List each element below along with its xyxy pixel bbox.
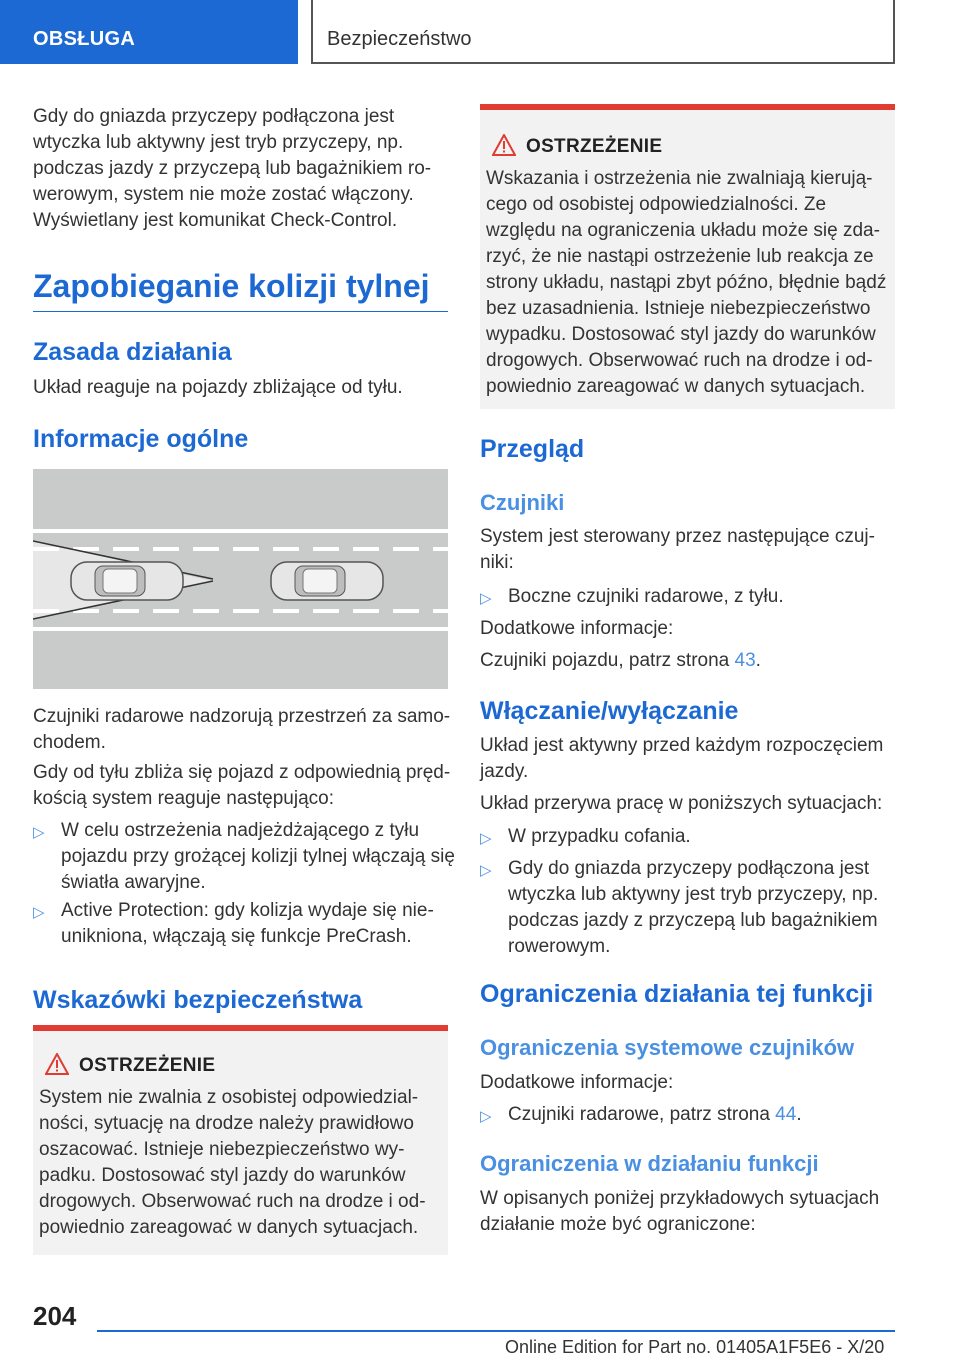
page-link-44[interactable]: 44 (775, 1104, 797, 1125)
warning-line: bez uzasadnienia. Istnieje niebezpieczeństwo (486, 298, 871, 319)
func-limits-text-1: W opisanych poniżej przykładowych sytuacjach (480, 1188, 880, 1209)
warning-line: oszacować. Istnieje niebezpieczeństwo wy- (39, 1139, 405, 1160)
interrupt-bullet-2-line-4: rowerowym. (508, 936, 611, 957)
approach-line-2: kością system reaguje następująco: (33, 788, 334, 809)
switch-text-1: Układ jest aktywny przed każdym rozpoczęciem (480, 735, 884, 756)
warning-triangle-icon (45, 1053, 69, 1075)
title-rule (33, 311, 448, 312)
warning-line: względu na ograniczenia układu może się zda- (486, 220, 880, 241)
interrupt-text: Układ przerywa pracę w poniższych sytuacjach: (480, 793, 883, 814)
interrupt-bullet-2-line-3: podczas jazdy z przyczepą lub bagażnikiem (508, 910, 878, 931)
switch-heading: Włączanie/wyłączanie (480, 697, 739, 725)
page-title: Zapobieganie kolizji tylnej (33, 268, 430, 304)
warning-line: Wskazania i ostrzeżenia nie zwalniają kierują- (486, 168, 873, 189)
warning-line: rzyć, że nie nastąpi ostrzeżenie lub reakcja ze (486, 246, 874, 267)
edition-note: Online Edition for Part no. 01405A1F5E6 - X/20 (505, 1337, 885, 1357)
sys-limits-heading: Ograniczenia systemowe czujników (480, 1035, 855, 1060)
bullet-marker: ▷ (480, 1108, 492, 1125)
overview-heading: Przegląd (480, 435, 585, 463)
sensors-heading: Czujniki (480, 490, 565, 515)
intro-line-5: Wyświetlany jest komunikat Check-Control. (33, 210, 398, 231)
bullet-marker: ▷ (480, 830, 492, 847)
limits-heading: Ograniczenia działania tej funkcji (480, 980, 874, 1008)
radar-ref: Czujniki radarowe, patrz strona 44. (508, 1104, 802, 1125)
intro-line-4: werowym, system nie może zostać włączony. (33, 184, 414, 205)
radar-illustration (33, 469, 448, 689)
warning-line: System nie zwalnia z osobistej odpowiedzial- (39, 1087, 419, 1108)
intro-line-2: wtyczka lub aktywny jest tryb przyczepy, np. (33, 132, 404, 153)
rear-collision-diagram (33, 469, 448, 689)
intro-line-1: Gdy do gniazda przyczepy podłączona jest (33, 106, 395, 127)
warning-triangle-icon (492, 134, 516, 156)
sys-more-info: Dodatkowe informacje: (480, 1072, 674, 1093)
switch-text-2: jazdy. (480, 761, 529, 782)
interrupt-bullet-1: W przypadku cofania. (508, 826, 691, 847)
sensors-text-1: System jest sterowany przez następujące czuj- (480, 526, 875, 547)
intro-line-3: podczas jazdy z przyczepą lub bagażnikiem ro- (33, 158, 432, 179)
sensors-ref-text: Czujniki pojazdu, patrz strona (480, 650, 735, 671)
chapter-tab: Bezpieczeństwo (311, 0, 895, 64)
warning-line: ności, sytuację na drodze należy prawidłowo (39, 1113, 414, 1134)
bullet-1-line-1: W celu ostrzeżenia nadjeżdżającego z tyłu (61, 820, 420, 841)
bullet-marker: ▷ (480, 862, 492, 879)
approach-line-1: Gdy od tyłu zbliża się pojazd z odpowiednią pręd- (33, 762, 451, 783)
bullet-marker: ▷ (33, 904, 45, 921)
bullet-2-line-2: unikniona, włączają się funkcje PreCrash. (61, 926, 412, 947)
warning-title: OSTRZEŻENIE (526, 136, 663, 157)
after-image-line-2: chodem. (33, 732, 106, 753)
own-car (71, 562, 183, 600)
warning-line: strony układu, nastąpi zbyt późno, błędnie bądź (486, 272, 887, 293)
warning-box-left (33, 1025, 448, 1255)
warning-box-right (480, 104, 895, 409)
bullet-1-line-3: światła awaryjne. (61, 872, 206, 893)
page-number: 204 (33, 1301, 77, 1331)
sensors-ref: Czujniki pojazdu, patrz strona 43. (480, 650, 761, 671)
warning-title: OSTRZEŻENIE (79, 1055, 216, 1076)
warning-line: powiednio zareagować w danych sytuacjach. (39, 1217, 419, 1238)
warning-line: cego od osobistej odpowiedzialności. Ze (486, 194, 827, 215)
page-link-43[interactable]: 43 (734, 650, 756, 671)
principle-heading: Zasada działania (33, 338, 232, 366)
bullet-marker: ▷ (33, 824, 45, 841)
bullet-1-line-2: pojazdu przy grożącej kolizji tylnej włączają się (61, 846, 455, 867)
safety-heading: Wskazówki bezpieczeństwa (33, 986, 363, 1014)
approaching-car (271, 562, 383, 600)
warning-line: padku. Dostosować styl jazdy do warunków (39, 1165, 406, 1186)
principle-text: Układ reaguje na pojazdy zbliżające od tyłu. (33, 377, 403, 398)
section-tab: OBSŁUGA (0, 0, 298, 64)
func-limits-text-2: działanie może być ograniczone: (480, 1214, 756, 1235)
general-heading: Informacje ogólne (33, 425, 249, 453)
interrupt-bullet-2-line-2: wtyczka lub aktywny jest tryb przyczepy, np. (508, 884, 879, 905)
interrupt-bullet-2-line-1: Gdy do gniazda przyczepy podłączona jest (508, 858, 870, 879)
footer-rule (97, 1330, 895, 1332)
warning-line: drogowych. Obserwować ruch na drodze i od- (486, 350, 873, 371)
func-limits-heading: Ograniczenia w działaniu funkcji (480, 1151, 819, 1176)
radar-ref-text: Czujniki radarowe, patrz strona (508, 1104, 776, 1125)
bullet-marker: ▷ (480, 590, 492, 607)
warning-line: drogowych. Obserwować ruch na drodze i od- (39, 1191, 426, 1212)
warning-line: powiednio zareagować w danych sytuacjach. (486, 376, 866, 397)
after-image-line-1: Czujniki radarowe nadzorują przestrzeń za samo- (33, 706, 451, 727)
more-info-label: Dodatkowe informacje: (480, 618, 674, 639)
sensors-text-2: niki: (480, 552, 514, 573)
bullet-2-line-1: Active Protection: gdy kolizja wydaje się nie- (61, 900, 434, 921)
sensors-bullet: Boczne czujniki radarowe, z tyłu. (508, 586, 784, 607)
warning-line: wypadku. Dostosować styl jazdy do warunków (486, 324, 876, 345)
